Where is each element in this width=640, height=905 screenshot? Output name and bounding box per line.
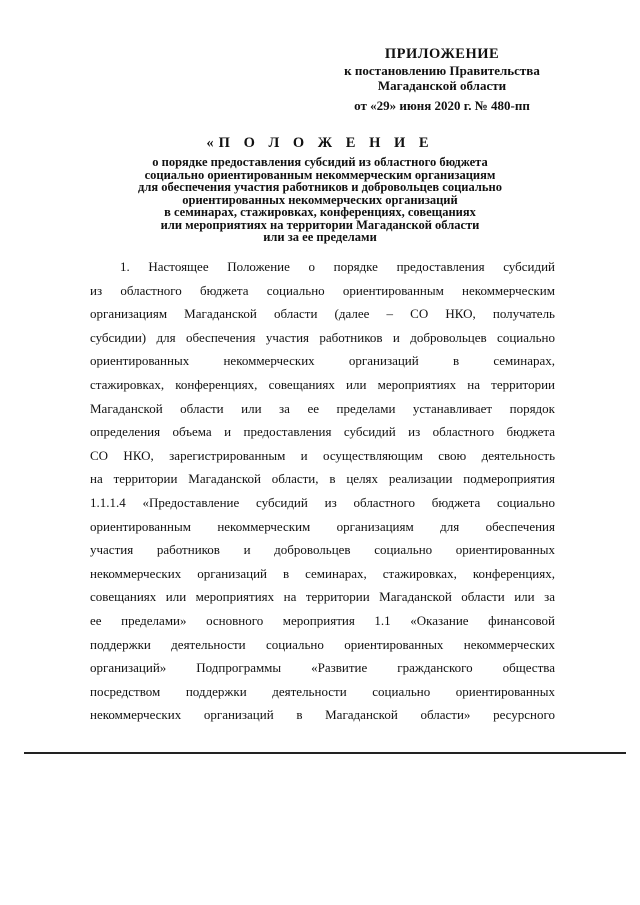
body-line: ориентированным некоммерческим организациям для обеспечения bbox=[90, 518, 555, 534]
body-line: ее пределами» основного мероприятия 1.1 «Оказание финансовой bbox=[90, 612, 555, 628]
subtitle-line: о порядке предоставления субсидий из областного бюджета bbox=[152, 155, 488, 169]
appendix-block bbox=[320, 46, 564, 113]
appendix-line-2: Магаданской области bbox=[377, 78, 507, 93]
body-line: СО НКО, зарегистрированным и осуществляющим свою деятельность bbox=[90, 447, 555, 463]
body-line: некоммерческих организаций в Магаданской области» ресурсного bbox=[90, 707, 555, 723]
body-line: определения объема и предоставления субсидий из областного бюджета bbox=[90, 424, 555, 440]
appendix-line-1: к постановлению Правительства bbox=[344, 63, 540, 78]
subtitle-line: для обеспечения участия работников и добровольцев социально bbox=[138, 180, 502, 194]
body-line: организаций» Подпрограммы «Развитие гражданского общества bbox=[90, 660, 555, 676]
body-line: ориентированных некоммерческих организаций в семинарах, bbox=[90, 353, 555, 369]
document-title: «П О Л О Ж Е Н И Е bbox=[206, 135, 434, 151]
subtitle-line: или за ее пределами bbox=[263, 230, 377, 244]
body-line: субсидии) для обеспечения участия работников и добровольцев социально bbox=[90, 329, 555, 345]
body-line: посредством поддержки деятельности социально ориентированных bbox=[90, 683, 555, 699]
subtitle-line: ориентированных некоммерческих организаций bbox=[182, 192, 458, 207]
subtitle-line: в семинарах, стажировках, конференциях, совещаниях bbox=[164, 205, 476, 219]
body-line: некоммерческих организаций в семинарах, стажировках, конференциях, bbox=[90, 565, 555, 581]
subtitle-line: или мероприятиях на территории Магаданской области bbox=[160, 217, 480, 232]
body-paragraph bbox=[90, 255, 555, 727]
body-line: организациям Магаданской области (далее – СО НКО, получатель bbox=[90, 306, 555, 322]
subtitle-line: социально ориентированным некоммерческим организациям bbox=[144, 167, 496, 182]
appendix-date: от «29» июня 2020 г. № 480-пп bbox=[354, 98, 530, 113]
body-line: совещаниях или мероприятиях на территории Магаданской области или за bbox=[90, 589, 555, 605]
body-line: 1.1.1.4 «Предоставление субсидий из областного бюджета социально bbox=[90, 494, 555, 510]
body-line: стажировках, конференциях, совещаниях или мероприятиях на территории bbox=[90, 376, 555, 392]
body-line: из областного бюджета социально ориентированным некоммерческим bbox=[90, 282, 555, 298]
page-divider bbox=[24, 752, 626, 754]
body-line: Магаданской области или за ее пределами устанавливает порядок bbox=[90, 400, 555, 416]
body-line: поддержки деятельности социально ориентированных некоммерческих bbox=[90, 636, 555, 652]
body-line: 1. Настоящее Положение о порядке предоставления субсидий bbox=[120, 259, 555, 274]
body-line: на территории Магаданской области, в целях реализации подмероприятия bbox=[90, 471, 555, 487]
document-heading bbox=[100, 134, 540, 244]
body-line: участия работников и добровольцев социально ориентированных bbox=[90, 542, 555, 558]
appendix-title: ПРИЛОЖЕНИЕ bbox=[384, 46, 500, 62]
